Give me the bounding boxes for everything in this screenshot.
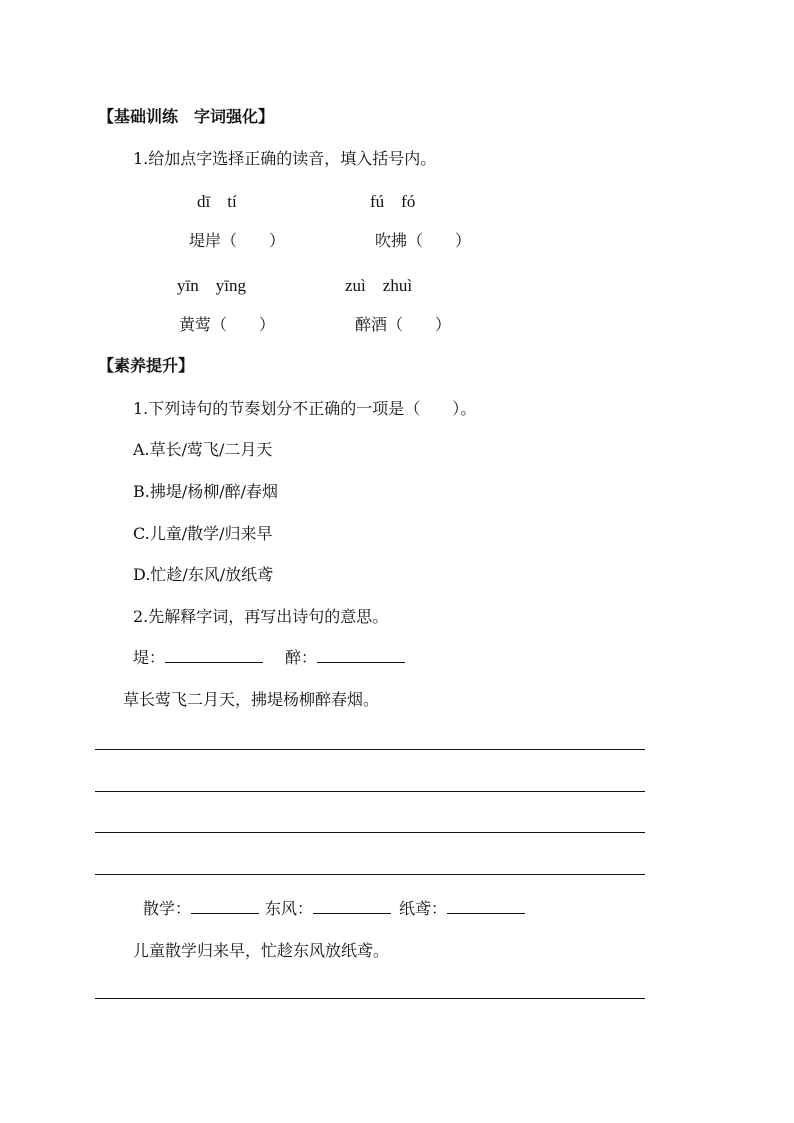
blank-dongfeng-answer[interactable] bbox=[313, 899, 391, 914]
word-zuijiu-blank: 醉酒（ ） bbox=[355, 315, 452, 334]
word-diban-blank: 堤岸（ ） bbox=[189, 231, 286, 250]
blank-di-answer[interactable] bbox=[165, 648, 263, 663]
word-huangying-blank: 黄莺（ ） bbox=[179, 315, 276, 334]
blank-zui-answer[interactable] bbox=[317, 648, 405, 663]
pinyin-option-yin-ying: yīn yīng bbox=[177, 276, 246, 295]
word-label-zhiyuan: 纸鸢： bbox=[399, 899, 448, 918]
verse-line-2: 儿童散学归来早，忙趁东风放纸鸢。 bbox=[133, 941, 390, 960]
section-title-basic-training: 【基础训练 字词强化】 bbox=[98, 107, 275, 126]
blank-zhiyuan-answer[interactable] bbox=[447, 899, 525, 914]
option-d: D.忙趁/东风/放纸鸢 bbox=[133, 565, 274, 584]
answer-line[interactable] bbox=[95, 874, 645, 875]
answer-line[interactable] bbox=[95, 749, 645, 750]
answer-line[interactable] bbox=[95, 791, 645, 792]
question-1-instruction: 1.给加点字选择正确的读音，填入括号内。 bbox=[133, 149, 437, 168]
option-a: A.草长/莺飞/二月天 bbox=[133, 440, 273, 459]
blank-sanxue-answer[interactable] bbox=[191, 899, 259, 914]
option-b: B.拂堤/杨柳/醉/春烟 bbox=[133, 482, 279, 501]
pinyin-option-fu-fo: fú fó bbox=[370, 192, 416, 211]
word-label-sanxue: 散学： bbox=[143, 899, 192, 918]
word-explain-row-1 bbox=[133, 648, 405, 668]
answer-line[interactable] bbox=[95, 832, 645, 833]
pinyin-option-di-ti: dī tí bbox=[197, 192, 237, 211]
question-explain: 2.先解释字词，再写出诗句的意思。 bbox=[133, 607, 389, 626]
question-rhythm: 1.下列诗句的节奏划分不正确的一项是（ ）。 bbox=[133, 399, 477, 418]
pinyin-option-zui-zhui: zuì zhuì bbox=[345, 276, 413, 295]
word-label-di: 堤： bbox=[133, 648, 166, 667]
section-title-literacy: 【素养提升】 bbox=[98, 356, 195, 375]
word-label-dongfeng: 东风： bbox=[265, 899, 314, 918]
verse-line-1: 草长莺飞二月天，拂堤杨柳醉春烟。 bbox=[123, 690, 380, 709]
word-chuifu-blank: 吹拂（ ） bbox=[375, 231, 472, 250]
word-label-zui: 醉： bbox=[285, 648, 318, 667]
answer-line[interactable] bbox=[95, 998, 645, 999]
option-c: C.儿童/散学/归来早 bbox=[133, 524, 273, 543]
word-explain-row-2 bbox=[143, 899, 525, 919]
